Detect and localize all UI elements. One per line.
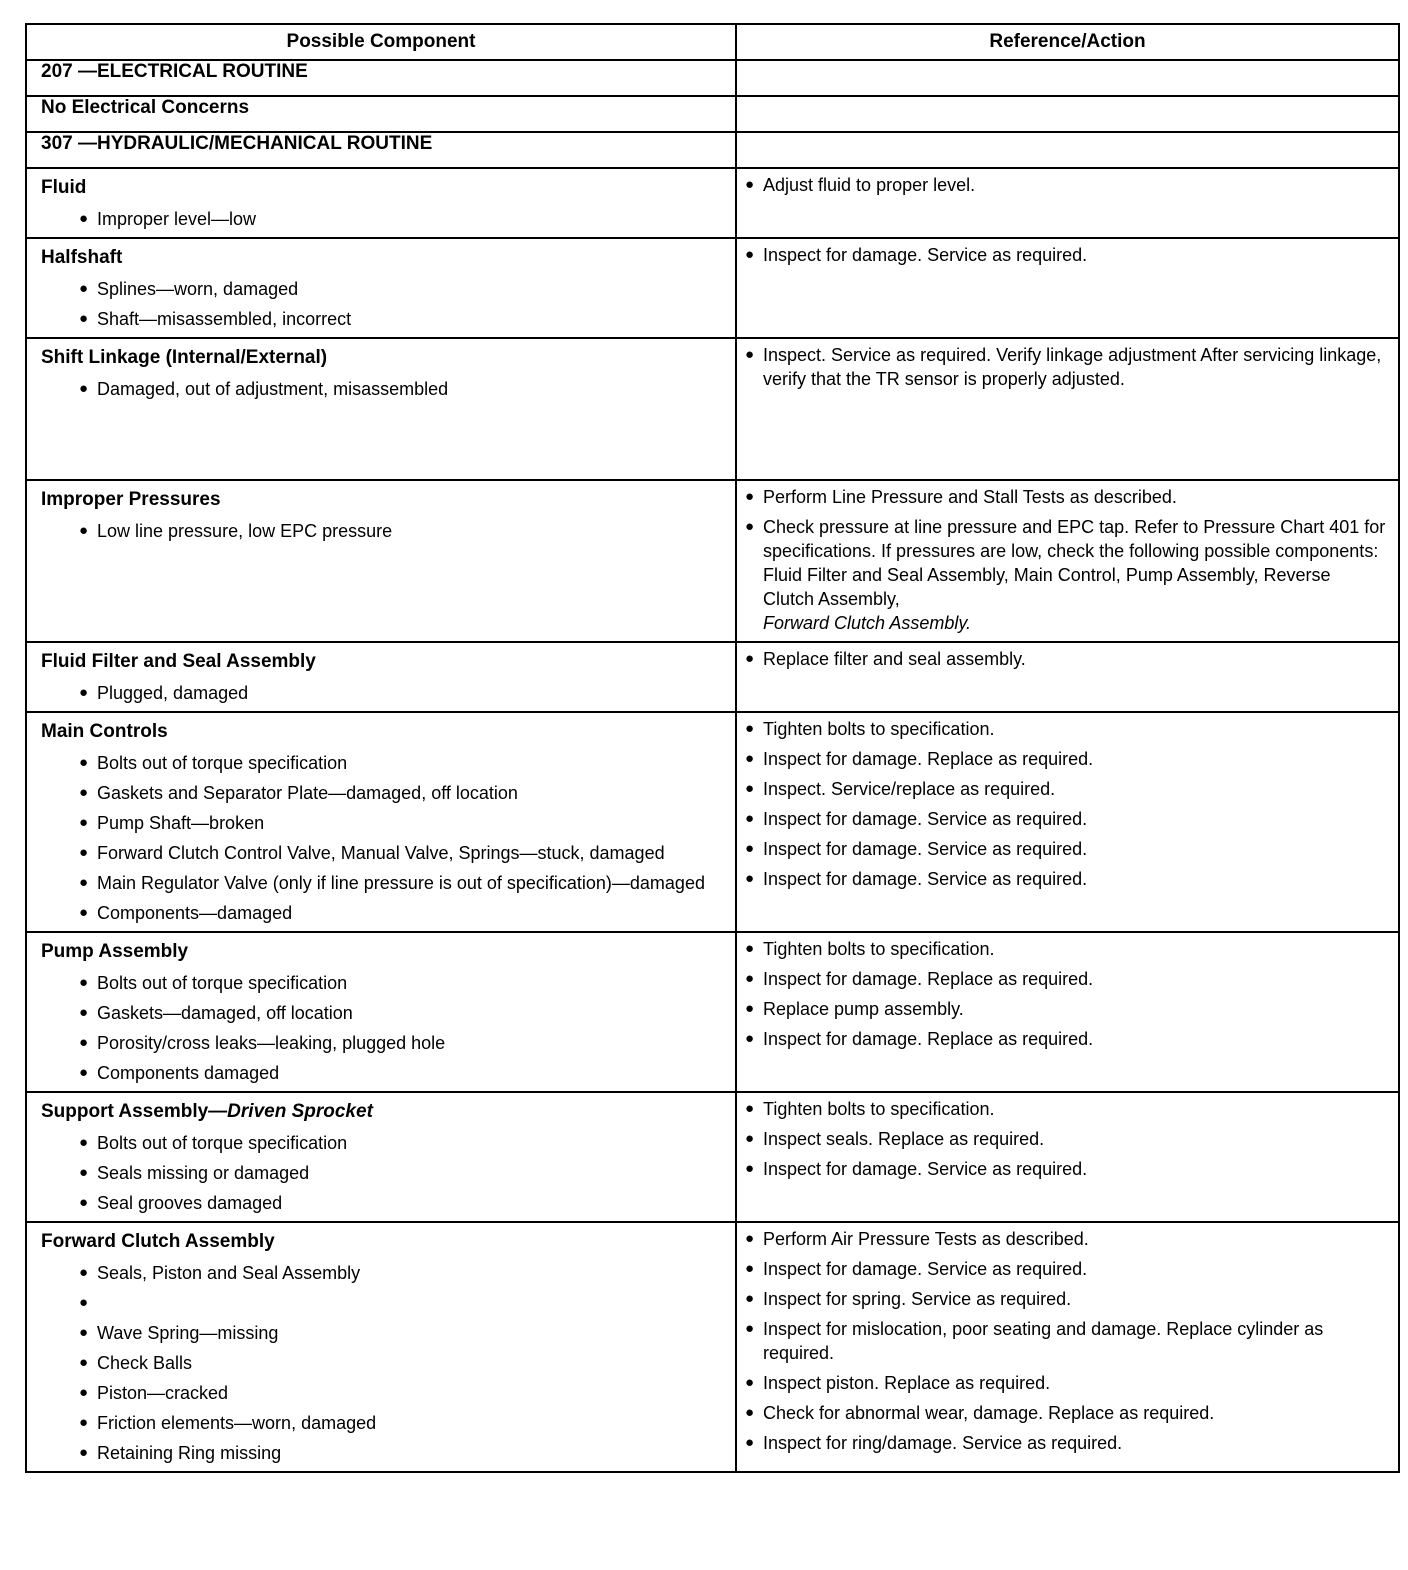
bullet-icon: ● xyxy=(745,518,755,535)
component-item xyxy=(27,781,735,805)
component-item-text: Bolts out of torque specification xyxy=(97,753,348,773)
bullet-icon: ● xyxy=(745,1374,755,1391)
component-item xyxy=(27,971,735,995)
section-title: Fluid xyxy=(41,177,87,198)
filter-components xyxy=(26,642,736,712)
bullet-icon: ● xyxy=(745,650,755,667)
action-item xyxy=(737,1027,1398,1051)
bullet-icon: ● xyxy=(745,1230,755,1247)
bullet-icon: ● xyxy=(745,346,755,363)
support-title-italic: Driven Sprocket xyxy=(227,1101,373,1122)
component-item-text: Bolts out of torque specification xyxy=(97,1133,348,1153)
no-concerns-action-cell xyxy=(736,96,1399,132)
section-shift-linkage xyxy=(26,338,1399,480)
component-item xyxy=(27,377,735,401)
bullet-icon: ● xyxy=(745,750,755,767)
component-item-text: Splines—worn, damaged xyxy=(97,279,299,299)
action-item-text: Inspect for mislocation, poor seating and damage. Replace cylinder as required. xyxy=(763,1319,1324,1363)
action-item xyxy=(737,777,1398,801)
component-item-text xyxy=(97,1291,721,1315)
action-item xyxy=(737,243,1398,267)
bullet-icon: ● xyxy=(745,246,755,263)
bullet-icon: ● xyxy=(79,1064,89,1081)
action-item xyxy=(737,807,1398,831)
bullet-icon: ● xyxy=(79,1164,89,1181)
component-item xyxy=(27,277,735,301)
action-item xyxy=(737,1157,1398,1181)
bullet-icon: ● xyxy=(745,1320,755,1337)
action-item-text: Inspect. Service/replace as required. xyxy=(763,779,1056,799)
component-item xyxy=(27,1261,735,1285)
component-item xyxy=(27,1001,735,1025)
component-item-text: Components—damaged xyxy=(97,903,293,923)
action-item-text: Inspect for damage. Replace as required. xyxy=(763,969,1094,989)
component-item-text: Wave Spring—missing xyxy=(97,1323,279,1343)
action-item-text: Perform Line Pressure and Stall Tests as described. xyxy=(763,487,1177,507)
action-item xyxy=(737,867,1398,891)
section-title: Fluid Filter and Seal Assembly xyxy=(41,651,316,672)
action-item-text: Tighten bolts to specification. xyxy=(763,1099,995,1119)
hydraulic-routine-cell xyxy=(26,132,736,168)
bullet-icon: ● xyxy=(745,1290,755,1307)
halfshaft-actions xyxy=(736,238,1399,338)
action-item xyxy=(737,747,1398,771)
row-electrical-routine xyxy=(26,60,1399,96)
bullet-icon: ● xyxy=(745,870,755,887)
main-controls-components xyxy=(26,712,736,932)
action-item xyxy=(737,1257,1398,1281)
row-hydraulic-routine xyxy=(26,132,1399,168)
section-title: Pump Assembly xyxy=(41,941,189,962)
bullet-icon: ● xyxy=(745,488,755,505)
bullet-icon: ● xyxy=(79,1294,89,1311)
action-item xyxy=(737,611,1398,635)
bullet-icon: ● xyxy=(745,1434,755,1451)
bullet-icon: ● xyxy=(745,720,755,737)
electrical-routine-cell xyxy=(26,60,736,96)
action-item xyxy=(737,1097,1398,1121)
bullet-icon: ● xyxy=(79,280,89,297)
row-no-electrical-concerns xyxy=(26,96,1399,132)
action-item-text: Inspect for damage. Replace as required. xyxy=(763,1029,1094,1049)
component-item xyxy=(27,519,735,543)
action-item xyxy=(737,515,1398,611)
bullet-icon: ● xyxy=(79,522,89,539)
shift-linkage-actions xyxy=(736,338,1399,480)
bullet-icon: ● xyxy=(79,1414,89,1431)
forward-clutch-actions xyxy=(736,1222,1399,1472)
section-support-assembly xyxy=(26,1092,1399,1222)
bullet-icon: ● xyxy=(745,1130,755,1147)
action-item xyxy=(737,997,1398,1021)
action-item xyxy=(737,1401,1398,1425)
component-item xyxy=(27,1061,735,1085)
support-actions xyxy=(736,1092,1399,1222)
action-item-text: Tighten bolts to specification. xyxy=(763,719,995,739)
bullet-icon: ● xyxy=(79,1134,89,1151)
bullet-icon: ● xyxy=(79,814,89,831)
section-forward-clutch xyxy=(26,1222,1399,1472)
section-fluid-filter xyxy=(26,642,1399,712)
action-item-text: Inspect seals. Replace as required. xyxy=(763,1129,1045,1149)
action-item xyxy=(737,1127,1398,1151)
component-item-text: Gaskets and Separator Plate—damaged, off location xyxy=(97,783,518,803)
component-item-text: Seal grooves damaged xyxy=(97,1193,283,1213)
component-item xyxy=(27,841,735,865)
action-item-text: Inspect for spring. Service as required. xyxy=(763,1289,1072,1309)
section-halfshaft xyxy=(26,238,1399,338)
component-item-text: Retaining Ring missing xyxy=(97,1443,282,1463)
action-item xyxy=(737,717,1398,741)
action-item xyxy=(737,837,1398,861)
action-item-text: Tighten bolts to specification. xyxy=(763,939,995,959)
section-main-controls xyxy=(26,712,1399,932)
component-item-text: Friction elements—worn, damaged xyxy=(97,1413,377,1433)
component-item xyxy=(27,811,735,835)
bullet-icon: ● xyxy=(79,210,89,227)
electrical-routine-title: 207 —ELECTRICAL ROUTINE xyxy=(41,61,308,82)
no-concerns-title: No Electrical Concerns xyxy=(41,97,250,118)
component-item xyxy=(27,207,735,231)
action-item-text: Inspect for damage. Service as required. xyxy=(763,1159,1088,1179)
action-item-text: Replace pump assembly. xyxy=(763,999,964,1019)
bullet-icon: ● xyxy=(745,176,755,193)
action-item-text: Inspect for damage. Service as required. xyxy=(763,839,1088,859)
component-item xyxy=(27,901,735,925)
header-component: Possible Component xyxy=(26,24,736,60)
bullet-icon: ● xyxy=(79,974,89,991)
component-item xyxy=(27,871,735,895)
halfshaft-components xyxy=(26,238,736,338)
hydraulic-routine-action-cell xyxy=(736,132,1399,168)
action-item-text: Inspect. Service as required. Verify linkage adjustment After servicing linkage, verify that the TR sensor is properly adjusted. xyxy=(763,345,1382,389)
component-item xyxy=(27,1191,735,1215)
action-item xyxy=(737,967,1398,991)
action-item-text: Inspect for damage. Service as required. xyxy=(763,1259,1088,1279)
component-item-text: Improper level—low xyxy=(97,209,257,229)
component-item xyxy=(27,751,735,775)
bullet-icon: ● xyxy=(745,1030,755,1047)
action-item-text: Inspect for damage. Service as required. xyxy=(763,809,1088,829)
bullet-icon: ● xyxy=(79,1444,89,1461)
bullet-icon: ● xyxy=(79,844,89,861)
action-item xyxy=(737,937,1398,961)
section-title: Halfshaft xyxy=(41,247,123,268)
action-item xyxy=(737,1287,1398,1311)
support-title: Support Assembly— xyxy=(41,1101,228,1122)
section-title xyxy=(27,1093,735,1127)
main-controls-actions xyxy=(736,712,1399,932)
component-item-text: Shaft—misassembled, incorrect xyxy=(97,309,352,329)
electrical-routine-action-cell xyxy=(736,60,1399,96)
hydraulic-routine-title: 307 —HYDRAULIC/MECHANICAL ROUTINE xyxy=(41,133,433,154)
component-item-text: Components damaged xyxy=(97,1063,280,1083)
bullet-icon: ● xyxy=(79,684,89,701)
no-concerns-cell xyxy=(26,96,736,132)
pump-actions xyxy=(736,932,1399,1092)
bullet-icon: ● xyxy=(745,840,755,857)
component-item xyxy=(27,681,735,705)
component-item-text: Gaskets—damaged, off location xyxy=(97,1003,353,1023)
bullet-icon: ● xyxy=(745,810,755,827)
section-fluid xyxy=(26,168,1399,238)
component-item-text: Main Regulator Valve (only if line pressure is out of specification)—damaged xyxy=(97,873,705,893)
section-title: Main Controls xyxy=(41,721,168,742)
action-item xyxy=(737,1431,1398,1455)
component-item xyxy=(27,1351,735,1375)
action-item-text: Inspect piston. Replace as required. xyxy=(763,1373,1051,1393)
action-item-text: Inspect for damage. Service as required. xyxy=(763,245,1088,265)
component-item xyxy=(27,1441,735,1465)
action-item xyxy=(737,647,1398,671)
bullet-icon: ● xyxy=(745,970,755,987)
filter-actions xyxy=(736,642,1399,712)
pump-components xyxy=(26,932,736,1092)
section-improper-pressures xyxy=(26,480,1399,642)
troubleshooting-table xyxy=(25,23,1400,1473)
section-title: Forward Clutch Assembly xyxy=(41,1231,275,1252)
component-item xyxy=(27,1291,735,1315)
bullet-icon: ● xyxy=(79,904,89,921)
action-item-text: Perform Air Pressure Tests as described. xyxy=(763,1229,1089,1249)
component-item xyxy=(27,1411,735,1435)
action-item-text: Forward Clutch Assembly. xyxy=(763,613,972,633)
fluid-actions xyxy=(736,168,1399,238)
component-item-text: Pump Shaft—broken xyxy=(97,813,265,833)
bullet-icon: ● xyxy=(79,784,89,801)
fluid-components xyxy=(26,168,736,238)
component-item-text: Bolts out of torque specification xyxy=(97,973,348,993)
bullet-icon: ● xyxy=(79,874,89,891)
component-item-text: Porosity/cross leaks—leaking, plugged hole xyxy=(97,1033,446,1053)
action-item xyxy=(737,1227,1398,1251)
action-item xyxy=(737,1317,1398,1365)
component-item xyxy=(27,1131,735,1155)
action-item xyxy=(737,1371,1398,1395)
section-title: Improper Pressures xyxy=(41,489,221,510)
bullet-icon: ● xyxy=(79,1004,89,1021)
bullet-icon: ● xyxy=(745,940,755,957)
header-action: Reference/Action xyxy=(736,24,1399,60)
component-item-text: Piston—cracked xyxy=(97,1383,229,1403)
forward-clutch-components xyxy=(26,1222,736,1472)
component-item-text: Seals, Piston and Seal Assembly xyxy=(97,1263,361,1283)
component-item-text: Seals missing or damaged xyxy=(97,1163,310,1183)
component-item xyxy=(27,1161,735,1185)
component-item xyxy=(27,1381,735,1405)
pressures-actions xyxy=(736,480,1399,642)
bullet-icon: ● xyxy=(79,1384,89,1401)
component-item xyxy=(27,1031,735,1055)
pressures-components xyxy=(26,480,736,642)
action-item xyxy=(737,343,1398,391)
action-item-text: Replace filter and seal assembly. xyxy=(763,649,1026,669)
bullet-icon: ● xyxy=(745,1000,755,1017)
bullet-icon: ● xyxy=(79,1194,89,1211)
bullet-icon: ● xyxy=(745,1160,755,1177)
component-item xyxy=(27,1321,735,1345)
component-item-text: Plugged, damaged xyxy=(97,683,249,703)
bullet-icon: ● xyxy=(745,1404,755,1421)
bullet-icon: ● xyxy=(79,1354,89,1371)
bullet-icon: ● xyxy=(745,1100,755,1117)
bullet-icon: ● xyxy=(79,1034,89,1051)
action-item-text: Check pressure at line pressure and EPC tap. Refer to Pressure Chart 401 for specifications. If pressures are low, check the following possible components: Fluid Filter and Seal Assembly, Main Control, Pump Assembly, Reverse Clutch Assembly, xyxy=(763,517,1386,609)
action-item-text: Adjust fluid to proper level. xyxy=(763,175,976,195)
bullet-icon: ● xyxy=(79,754,89,771)
bullet-icon: ● xyxy=(79,1264,89,1281)
action-item xyxy=(737,485,1398,509)
shift-linkage-components xyxy=(26,338,736,480)
bullet-icon: ● xyxy=(79,380,89,397)
component-item-text: Forward Clutch Control Valve, Manual Valve, Springs—stuck, damaged xyxy=(97,843,665,863)
bullet-icon: ● xyxy=(79,310,89,327)
bullet-icon: ● xyxy=(745,780,755,797)
action-item-text: Inspect for ring/damage. Service as required. xyxy=(763,1433,1123,1453)
action-item-text: Inspect for damage. Replace as required. xyxy=(763,749,1094,769)
section-pump-assembly xyxy=(26,932,1399,1092)
bullet-icon: ● xyxy=(745,1260,755,1277)
action-item-text: Inspect for damage. Service as required. xyxy=(763,869,1088,889)
section-title: Shift Linkage (Internal/External) xyxy=(41,347,328,368)
support-components xyxy=(26,1092,736,1222)
header-row xyxy=(26,24,1399,60)
component-item-text: Damaged, out of adjustment, misassembled xyxy=(97,379,449,399)
component-item-text: Check Balls xyxy=(97,1353,193,1373)
bullet-icon: ● xyxy=(79,1324,89,1341)
component-item xyxy=(27,307,735,331)
component-item-text: Low line pressure, low EPC pressure xyxy=(97,521,393,541)
action-item xyxy=(737,173,1398,197)
action-item-text: Check for abnormal wear, damage. Replace as required. xyxy=(763,1403,1215,1423)
